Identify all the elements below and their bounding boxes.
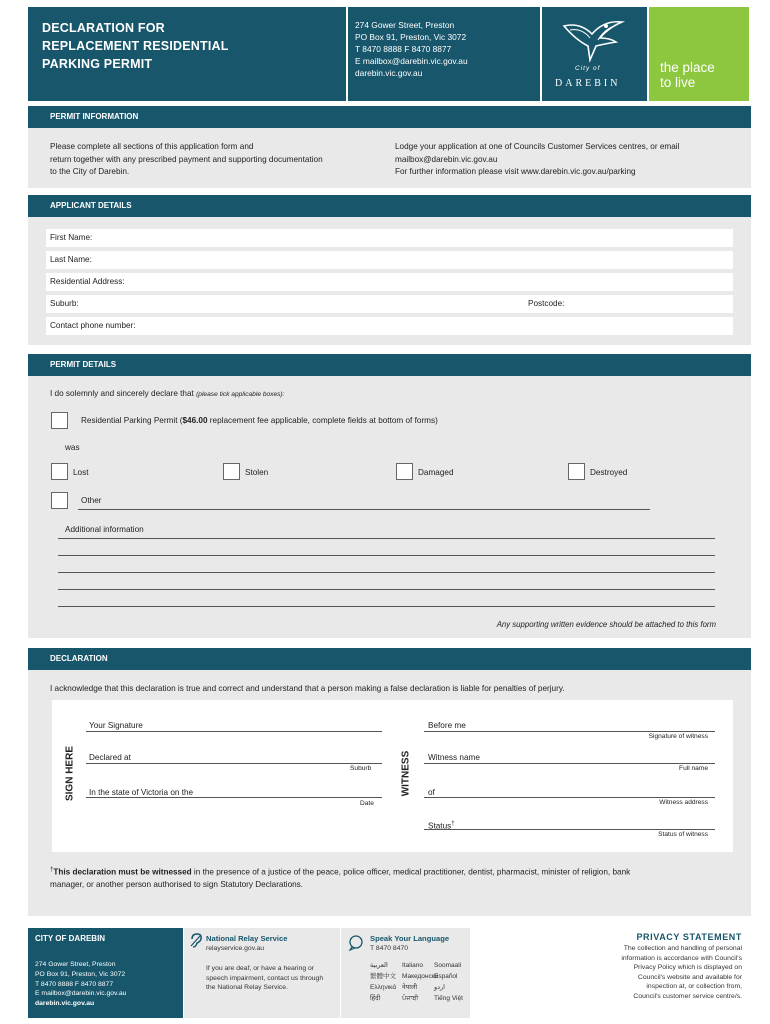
first-name-field[interactable]: First Name: xyxy=(46,229,733,247)
other-label-text: Other xyxy=(81,496,102,505)
was-label: was xyxy=(65,443,80,452)
footer-city-heading: CITY OF DAREBIN xyxy=(35,934,106,943)
witness-address-line[interactable] xyxy=(424,797,715,798)
sign-here-label: SIGN HERE xyxy=(64,746,76,802)
language-grid: العربية Italiano Soomaali 繁體中文 Македонски Español Ελληνικά नेपाली اردو हिंदी ਪੰਜਾਬੀ Tiếng Việt xyxy=(370,962,463,1002)
permit-info-right: Lodge your application at one of Councils Customer Services centres, or email mailbox@darebin.vic.gov.au For further information please visit www.darebin.vic.gov.au/parking xyxy=(395,142,680,176)
residential-address-field[interactable]: Residential Address: xyxy=(46,273,733,291)
logo-name: DAREBIN xyxy=(555,78,621,89)
destroyed-label: Destroyed xyxy=(590,468,628,477)
language-phone: T 8470 8470 xyxy=(370,945,409,952)
declared-at-line[interactable] xyxy=(86,763,382,764)
damaged-checkbox[interactable] xyxy=(396,463,413,480)
language-title: Speak Your Language xyxy=(370,934,450,943)
your-signature-line[interactable] xyxy=(86,731,382,732)
additional-info-line[interactable] xyxy=(58,589,715,590)
privacy-title: PRIVACY STATEMENT xyxy=(636,932,742,942)
date-line[interactable] xyxy=(86,797,382,798)
state-date-label: In the state of Victoria on the xyxy=(89,788,194,797)
additional-info-line[interactable] xyxy=(58,606,715,607)
other-checkbox[interactable] xyxy=(51,492,68,509)
suburb-field[interactable]: Suburb: xyxy=(46,295,733,313)
relay-text: If you are deaf, or have a hearing or speech impairment, contact us through the National Relay Service. xyxy=(206,965,324,991)
residential-permit-label: Residential Parking Permit ($46.00 replacement fee applicable, complete fields at bottom of forms) xyxy=(81,416,438,425)
of-label: of xyxy=(428,788,435,797)
your-signature-label: Your Signature xyxy=(89,721,143,730)
additional-info-line[interactable] xyxy=(58,538,715,539)
contact-phone-field[interactable]: Contact phone number: xyxy=(46,317,733,335)
ear-icon xyxy=(189,933,203,949)
lost-label: Lost xyxy=(73,468,89,477)
declared-at-label: Declared at xyxy=(89,753,131,762)
witness-name-label: Witness name xyxy=(428,753,480,762)
other-line[interactable] xyxy=(78,509,650,510)
section-header-applicant-details: APPLICANT DETAILS xyxy=(28,195,751,217)
suburb-caption: Suburb xyxy=(350,765,372,772)
additional-info-label: Additional information xyxy=(65,525,144,534)
signature-of-witness-caption: Signature of witness xyxy=(648,733,708,740)
additional-info-line[interactable] xyxy=(58,572,715,573)
declaration-statement: I acknowledge that this declaration is true and correct and understand that a person making a false declaration is liable for penalties of perjury. xyxy=(50,684,565,693)
damaged-label: Damaged xyxy=(418,468,454,477)
speech-bubble-icon xyxy=(348,935,364,951)
full-name-caption: Full name xyxy=(679,765,708,772)
destroyed-checkbox[interactable] xyxy=(568,463,585,480)
date-caption: Date xyxy=(360,800,374,807)
additional-info-line[interactable] xyxy=(58,555,715,556)
bird-logo-icon xyxy=(560,16,628,64)
logo-small-text: City of xyxy=(575,65,601,72)
status-of-witness-caption: Status of witness xyxy=(658,831,708,838)
permit-info-left: Please complete all sections of this application form and return together with any prescribed payment and supporting documentation to the City of Darebin. xyxy=(50,142,323,176)
witness-name-line[interactable] xyxy=(424,763,715,764)
section-header-declaration: DECLARATION xyxy=(28,648,751,670)
page-title: DECLARATION FOR REPLACEMENT RESIDENTIAL PARKING PERMIT xyxy=(42,21,229,71)
footer-city-address: 274 Gower Street, Preston PO Box 91, Preston, Vic 3072 T 8470 8888 F 8470 8877 E mailbox@darebin.vic.gov.au darebin.vic.gov.au xyxy=(35,961,127,1008)
status-label: Status† xyxy=(428,821,455,831)
privacy-text: The collection and handling of personal information is accordance with Council's Privacy Policy which is displayed on Council's website and available for inspection at, or collection from, Council's customer service centre/s. xyxy=(621,945,742,1000)
witness-signature-line[interactable] xyxy=(424,731,715,732)
status-line[interactable] xyxy=(424,829,715,830)
lost-checkbox[interactable] xyxy=(51,463,68,480)
residential-permit-checkbox[interactable] xyxy=(51,412,68,429)
evidence-note: Any supporting written evidence should be attached to this form xyxy=(496,620,716,629)
section-header-permit-details: PERMIT DETAILS xyxy=(28,354,751,376)
postcode-label: Postcode: xyxy=(528,299,565,308)
permit-details-intro: I do solemnly and sincerely declare that (please tick applicable boxes): xyxy=(50,389,285,398)
header-address: 274 Gower Street, Preston PO Box 91, Preston, Vic 3072 T 8470 8888 F 8470 8877 E mailbox@darebin.vic.gov.au darebin.vic.gov.au xyxy=(355,20,468,78)
stolen-checkbox[interactable] xyxy=(223,463,240,480)
witness-footnote: †This declaration must be witnessed in the presence of a justice of the peace, police officer, medical practitioner, dentist, pharmacist, minister of religion, bank manager, or another person authorised to sign Statutory Declarations. xyxy=(50,867,631,890)
relay-web: relayservice.gov.au xyxy=(206,945,265,952)
before-me-label: Before me xyxy=(428,721,466,730)
tagline: the place to live xyxy=(660,60,715,90)
section-header-permit-information: PERMIT INFORMATION xyxy=(28,106,751,128)
last-name-field[interactable]: Last Name: xyxy=(46,251,733,269)
witness-address-caption: Witness address xyxy=(659,799,708,806)
relay-title: National Relay Service xyxy=(206,934,288,943)
witness-label: WITNESS xyxy=(400,750,412,797)
stolen-label: Stolen xyxy=(245,468,269,477)
